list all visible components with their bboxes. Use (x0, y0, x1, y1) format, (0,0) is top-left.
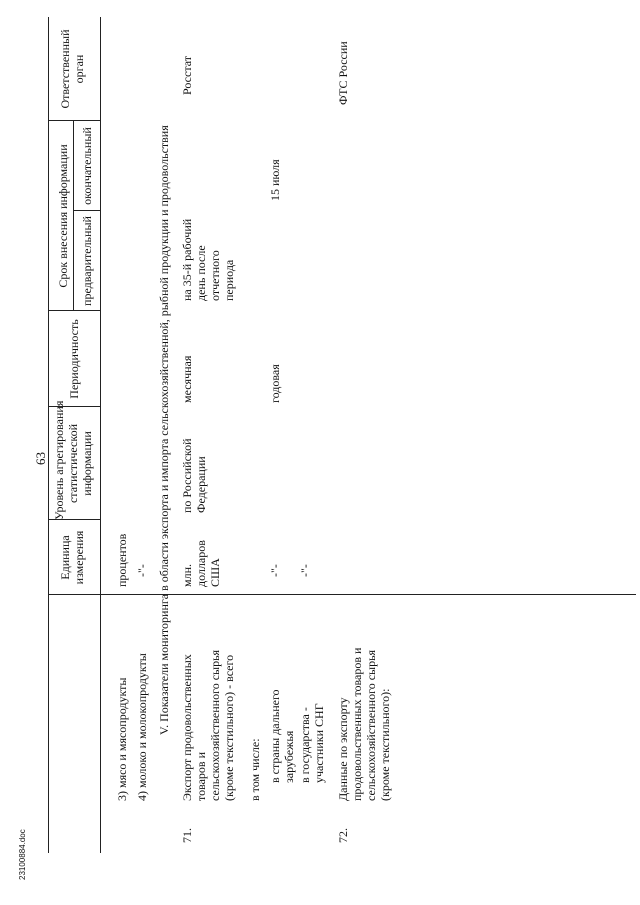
header-deadline: Срок внесения информации (56, 144, 70, 288)
header-unit: Единица измерения (58, 530, 86, 585)
row-including-label: в том числе: (248, 738, 262, 801)
page-number: 63 (33, 452, 48, 465)
header-bottom-border (100, 17, 101, 853)
row-meat-unit: процентов (115, 533, 129, 587)
header-aggregation: Уровень агрегирования статистической информации (52, 400, 94, 520)
row-72-responsible: ФТС России (336, 41, 350, 105)
row-71-number: 71. (180, 828, 194, 843)
row-71-preliminary: на 35-й рабочий день после отчетного периода (180, 218, 236, 301)
section-v-heading: V. Показатели мониторинга в области экспорта и импорта сельскохозяйственной, рыбной продукции и продовольствия (157, 125, 171, 735)
col-sep-1 (48, 594, 636, 595)
row-cis-unit: -"- (298, 564, 312, 577)
table-top-border (48, 17, 49, 853)
row-meat-label: 3) мясо и мясопродукты (115, 677, 129, 801)
header-final: окончательный (80, 127, 94, 205)
row-far-abroad-periodicity: годовая (268, 364, 282, 403)
header-preliminary: предварительный (80, 216, 94, 306)
header-periodicity: Периодичность (67, 319, 81, 399)
row-milk-label: 4) молоко и молокопродукты (135, 653, 149, 801)
row-71-label: Экспорт продовольственных товаров и сельскохозяйственного сырья (кроме текстильного) - всего (180, 649, 236, 801)
row-far-abroad-unit: -"- (268, 564, 282, 577)
header-responsible: Ответственный орган (58, 29, 86, 109)
row-cis-label: в государства - участники СНГ (298, 703, 326, 783)
row-milk-unit: -"- (135, 564, 149, 577)
row-far-abroad-final: 15 июля (268, 159, 282, 201)
row-71-periodicity: месячная (180, 355, 194, 403)
row-72-number: 72. (336, 828, 350, 843)
footer-filename: 23100884.doc (18, 829, 27, 880)
row-71-aggregation: по Российской Федерации (180, 438, 208, 513)
row-71-responsible: Росстат (180, 56, 194, 95)
deadline-subheader-line (73, 121, 74, 311)
row-far-abroad-label: в страны дальнего зарубежья (268, 689, 296, 783)
row-72-label: Данные по экспорту продовольственных товаров и сельскохозяйственного сырья (кроме текстильного): (336, 647, 392, 801)
row-71-unit: млн. долларов США (180, 540, 222, 587)
